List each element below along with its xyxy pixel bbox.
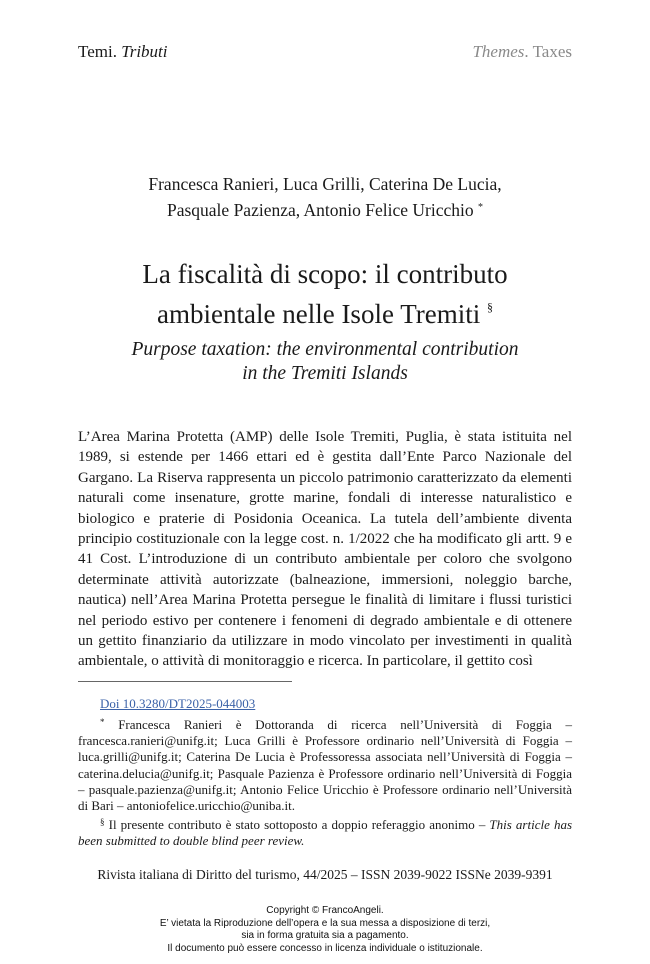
authors-line-1: Francesca Ranieri, Luca Grilli, Caterina De Lucia, [148,174,502,194]
title-line-2-text: ambientale nelle Isole Tremiti [157,299,481,329]
authors-footnote-mark[interactable]: * [478,202,484,213]
footnote-separator [78,681,292,682]
footnote-peer-review [78,814,572,849]
title-footnote-mark[interactable]: § [486,300,493,314]
authors-line-2 [60,196,590,222]
authors-line-2-text: Pasquale Pazienza, Antonio Felice Uricchio [166,200,474,220]
journal-citation: Rivista italiana di Diritto del turismo, 44/2025 – ISSN 2039-9022 ISSNe 2039-9391 [97,867,553,882]
footnote-authors-text: Francesca Ranieri è Dottoranda di ricerca nell’Università di Foggia – francesca.ranieri@unifg.it; Luca Grilli è Professore ordinario nell’Università di Foggia – luca.grilli@unifg.it; Caterina De Lucia è Professoressa associata nell’Università di Foggia – caterina.delucia@unifg.it; Pasquale Pazienza è Professore ordinario nell’Università di Foggia – pasquale.pazienza@unifg.it; Antonio Felice Uricchio è Professore ordinario nell’Università di Bari – antoniofelice.uricchio@uniba.it. [78,717,572,814]
footnote-review-mark: § [100,817,105,827]
copyright-notice [60,905,590,955]
authors-block [60,173,590,222]
subtitle-line-1: Purpose taxation: the environmental contribution [131,339,519,360]
header-left-italic: Tributi [121,42,168,61]
copyright-line-2: E’ vietata la Riproduzione dell’opera e la sua messa a disposizione di terzi, [159,917,491,929]
header-right-suffix: . Taxes [524,42,572,61]
header-section-it [78,41,168,63]
footnote-authors-mark: * [100,717,105,727]
copyright-line-4: Il documento può essere concesso in licenza individuale o istituzionale. [167,942,483,954]
article-subtitle-en [60,338,590,386]
header-section-en [472,41,572,63]
article-title [60,258,590,331]
footnote-review-italic: This article has been submitted to double blind peer review. [78,817,573,849]
title-line-2 [60,291,590,331]
abstract-paragraph: L’Area Marina Protetta (AMP) delle Isole Tremiti, Puglia, è stata istituita nel 1989, si estende per 1466 ettari ed è gestita dall’Ente Parco Nazionale del Gargano. La Riserva rappresenta un piccolo patrimonio caratterizzato da elementi naturali come insenature, grotte marine, fondali di interesse naturalistico e biologico e praterie di Posidonia Oceanica. La tutela dell’ambiente diventa principio costituzionale con la legge cost. n. 1/2022 che ha modificato gli artt. 9 e 41 Cost. L’introduzione di un contributo ambientale per coloro che svolgono determinate attività autorizzate (balneazione, immersioni, noleggio barche, nautica) nell’Area Marina Protetta persegue le finalità di limitare i flussi turistici nel periodo estivo per contenere i fenomeni di degrado ambientale e di ottenere un gettito finanziario da utilizzare in modo vincolato per investimenti in qualità ambientale, o attività di monitoraggio e ricerca. In particolare, il gettito così [78,429,572,670]
footnote-review-text: Il presente contributo è stato sottoposto a doppio referaggio anonimo – [108,817,490,832]
title-line-1: La fiscalità di scopo: il contributo [142,259,508,289]
header-right-italic: Themes [472,42,525,61]
copyright-line-3: sia in forma gratuita sia a pagamento. [241,930,409,942]
header-left-prefix: Temi. [78,42,122,61]
running-header [78,41,572,63]
footnote-authors [78,714,572,814]
subtitle-line-2: in the Tremiti Islands [242,363,408,384]
doi-link[interactable]: Doi 10.3280/DT2025-044003 [100,696,256,711]
copyright-line-1: Copyright © FrancoAngeli. [266,905,384,916]
